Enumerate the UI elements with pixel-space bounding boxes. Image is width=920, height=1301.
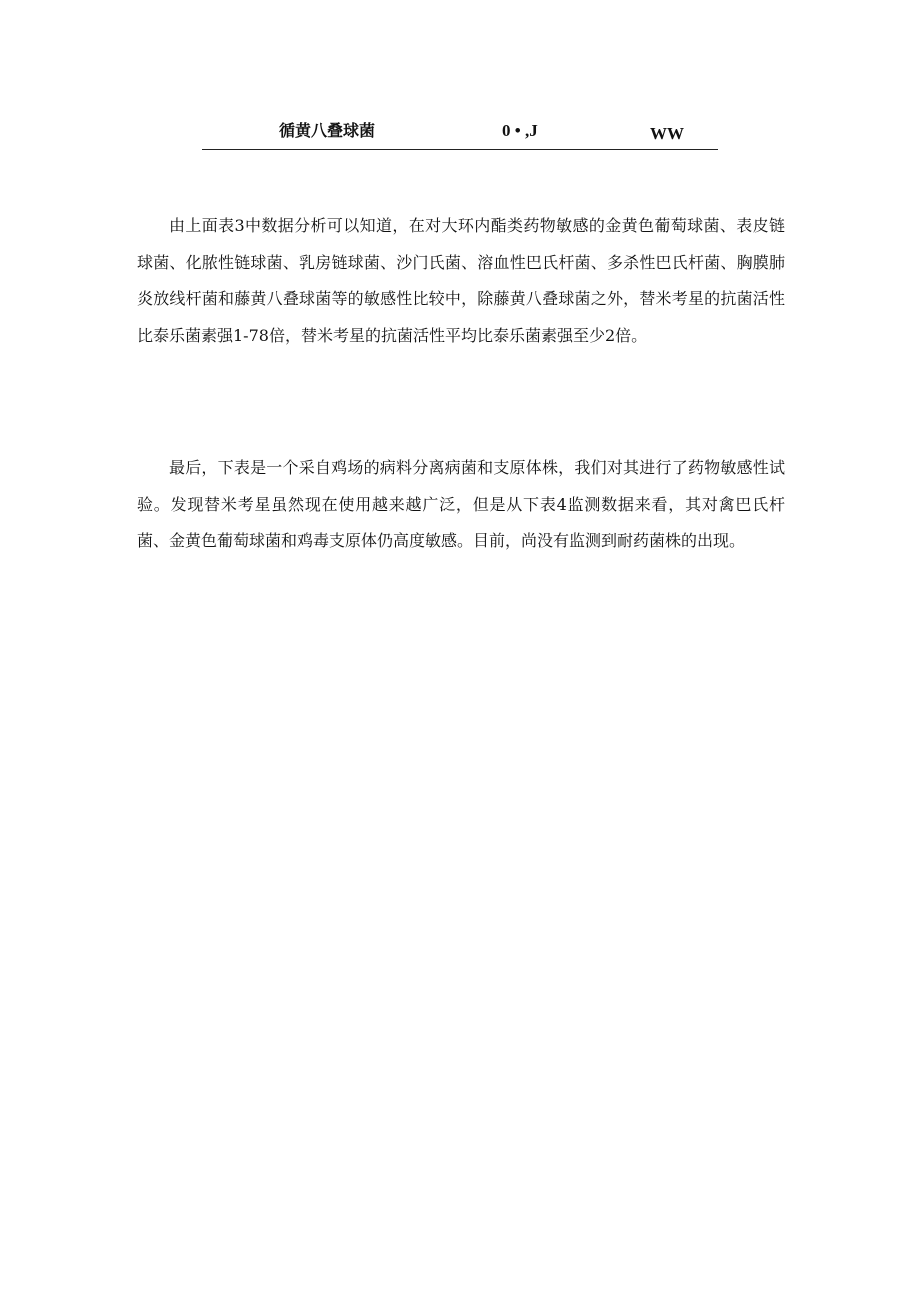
- body-paragraph: 最后，下表是一个采自鸡场的病料分离病菌和支原体株，我们对其进行了药物敏感性试验。发现替米考星虽然现在使用越来越广泛，但是从下表4监测数据来看，其对禽巴氏杆菌、金黄色葡萄球菌和鸡毒支原体仍高度敏感。目前，尚没有监测到耐药菌株的出现。: [137, 458, 785, 550]
- body-paragraph: 由上面表3中数据分析可以知道，在对大环内酯类药物敏感的金黄色葡萄球菌、表皮链球菌、化脓性链球菌、乳房链球菌、沙门氏菌、溶血性巴氏杆菌、多杀性巴氏杆菌、胸膜肺炎放线杆菌和藤黄八叠球菌等的敏感性比较中，除藤黄八叠球菌之外，替米考星的抗菌活性比泰乐菌素强1-78倍，替米考星的抗菌活性平均比泰乐菌素强至少2倍。: [137, 216, 785, 345]
- table-last-row: [202, 116, 718, 150]
- table-cell-organism: 循黄八叠球菌: [279, 121, 376, 140]
- table-cell-value: 0 • ,J: [502, 121, 538, 140]
- table-cell-value: WW: [650, 124, 684, 143]
